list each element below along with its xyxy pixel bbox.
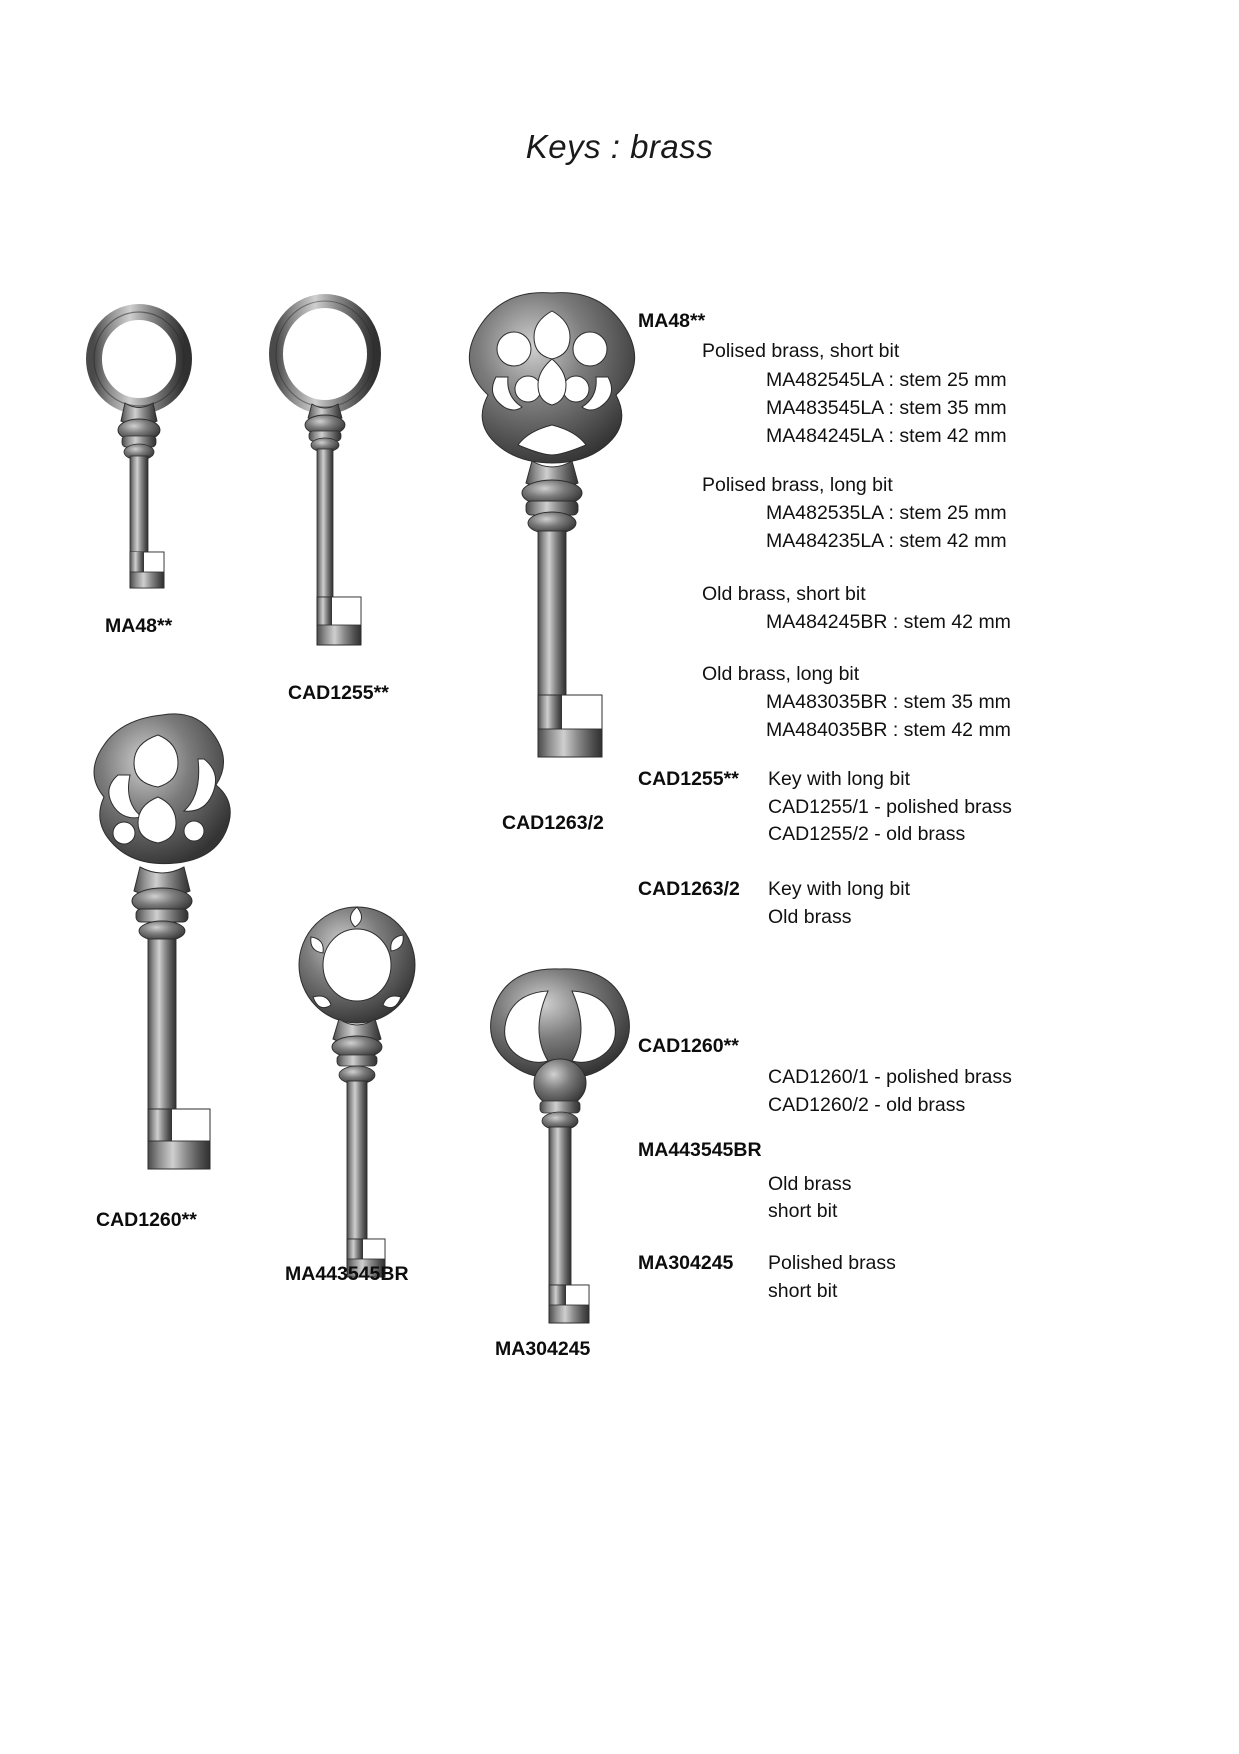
spec-ma48-group1-item0: MA482535LA : stem 25 mm: [766, 502, 1007, 524]
spec-cad1260-line1: CAD1260/2 - old brass: [768, 1094, 966, 1116]
spec-code-ma443545br: MA443545BR: [638, 1139, 762, 1161]
caption-ma443545br: MA443545BR: [285, 1263, 409, 1285]
spec-ma48-group2-item0: MA484245BR : stem 42 mm: [766, 611, 1011, 633]
spec-cad1255-line1: CAD1255/1 - polished brass: [768, 796, 1012, 818]
key-cad1255: [262, 292, 412, 682]
key-cad1260: [62, 705, 272, 1205]
spec-cad1263-2-line1: Old brass: [768, 906, 852, 928]
spec-ma48-group0-item2: MA484245LA : stem 42 mm: [766, 425, 1007, 447]
spec-ma304245-line1: short bit: [768, 1280, 838, 1302]
page-title: Keys : brass: [525, 128, 714, 165]
caption-cad1260: CAD1260**: [96, 1209, 197, 1231]
spec-code-ma304245: MA304245: [638, 1252, 734, 1274]
spec-ma48-group3-item1: MA484035BR : stem 42 mm: [766, 719, 1011, 741]
spec-cad1255-line0: Key with long bit: [768, 768, 910, 790]
spec-ma48-group0-heading: Polised brass, short bit: [702, 340, 900, 362]
caption-cad1263-2: CAD1263/2: [502, 812, 604, 834]
spec-ma48-group0-item0: MA482545LA : stem 25 mm: [766, 369, 1007, 391]
spec-ma443545br-line1: short bit: [768, 1200, 838, 1222]
spec-code-cad1263-2: CAD1263/2: [638, 878, 740, 900]
caption-cad1255: CAD1255**: [288, 682, 389, 704]
caption-ma304245: MA304245: [495, 1338, 591, 1360]
key-ma304245: [470, 955, 660, 1355]
spec-ma48-group1-item1: MA484235LA : stem 42 mm: [766, 530, 1007, 552]
spec-code-cad1260: CAD1260**: [638, 1035, 739, 1057]
spec-ma304245-line0: Polished brass: [768, 1252, 896, 1274]
key-ma443545br: [285, 895, 445, 1315]
spec-code-ma48: MA48**: [638, 310, 706, 332]
spec-ma48-group3-heading: Old brass, long bit: [702, 663, 860, 685]
spec-cad1260-line0: CAD1260/1 - polished brass: [768, 1066, 1012, 1088]
spec-ma48-group0-item1: MA483545LA : stem 35 mm: [766, 397, 1007, 419]
caption-ma48-plain: MA48**: [105, 615, 173, 637]
spec-code-cad1255: CAD1255**: [638, 768, 739, 790]
spec-ma48-group1-heading: Polised brass, long bit: [702, 474, 893, 496]
key-cad1263-2: [452, 285, 672, 795]
spec-cad1255-line2: CAD1255/2 - old brass: [768, 823, 966, 845]
spec-ma48-group2-heading: Old brass, short bit: [702, 583, 866, 605]
spec-cad1263-2-line0: Key with long bit: [768, 878, 910, 900]
spec-ma48-group3-item0: MA483035BR : stem 35 mm: [766, 691, 1011, 713]
key-ma48-plain: [78, 296, 208, 616]
spec-ma443545br-line0: Old brass: [768, 1173, 852, 1195]
